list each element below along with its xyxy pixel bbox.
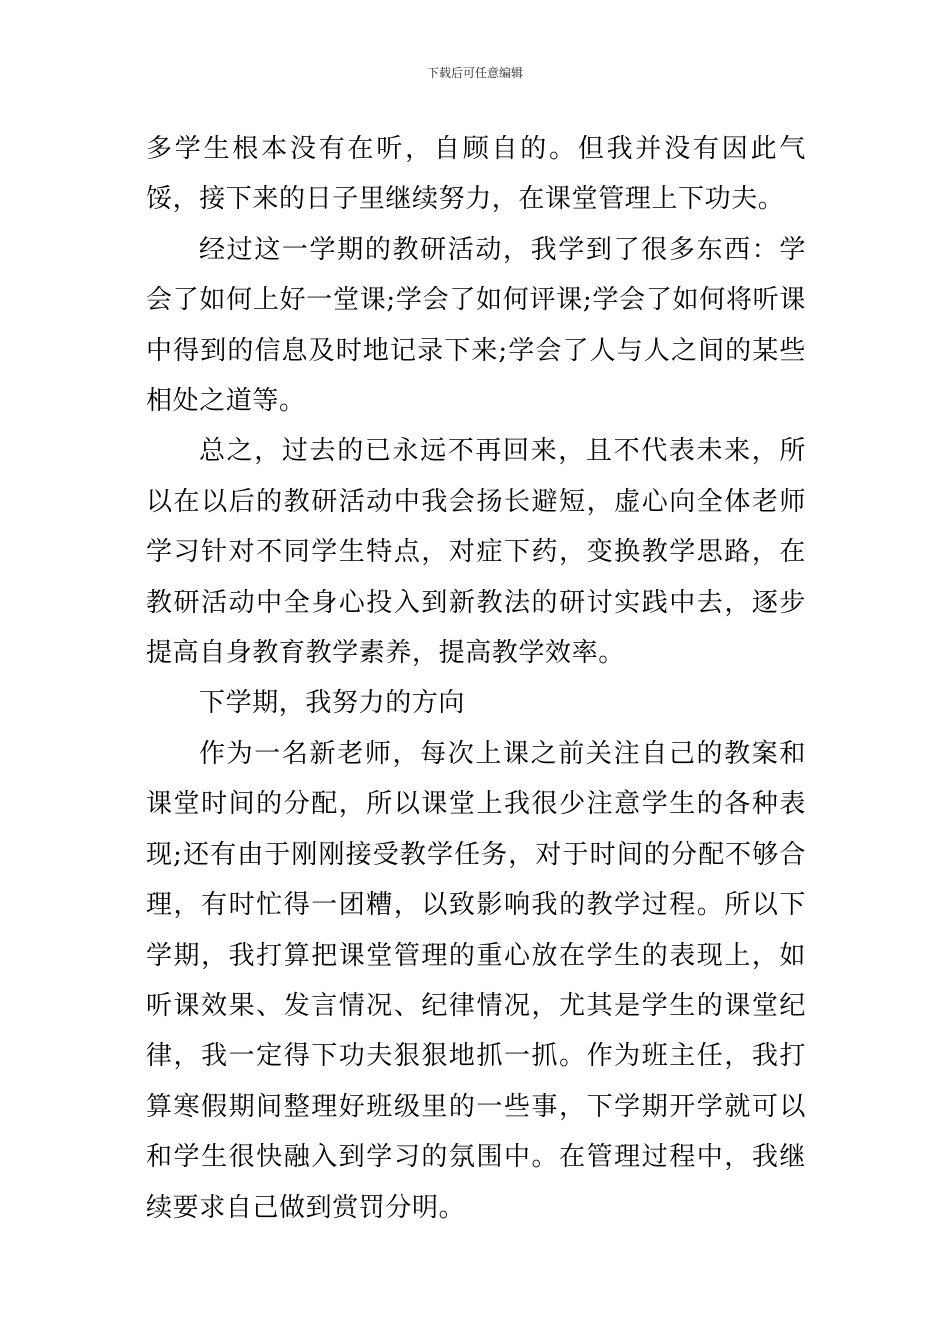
paragraph-continuation: 多学生根本没有在听，自顾自的。但我并没有因此气馁，接下来的日子里继续努力，在课堂管理上下功夫。 [146, 134, 806, 215]
section-heading-next-term: 下学期，我努力的方向 [199, 688, 466, 719]
paragraph-learning-summary: 经过这一学期的教研活动，我学到了很多东西：学会了如何上好一堂课;学会了如何评课;学会了如何将听课中得到的信息及时地记录下来;学会了人与人之间的某些相处之道等。 [146, 234, 806, 417]
header-note: 下载后可任意编辑 [426, 66, 523, 80]
paragraph-conclusion: 总之，过去的已永远不再回来，且不代表未来，所以在以后的教研活动中我会扬长避短，虚心向全体老师学习针对不同学生特点，对症下药，变换教学思路，在教研活动中全身心投入到新教法的研讨实践中去，逐步提高自身教育教学素养，提高教学效率。 [146, 436, 806, 669]
document-body [146, 124, 806, 1233]
paragraph-next-term-plan: 作为一名新老师，每次上课之前关注自己的教案和课堂时间的分配，所以课堂上我很少注意学生的各种表现;还有由于刚刚接受教学任务，对于时间的分配不够合理，有时忙得一团糟，以致影响我的教学过程。所以下学期，我打算把课堂管理的重心放在学生的表现上，如听课效果、发言情况、纪律情况，尤其是学生的课堂纪律，我一定得下功夫狠狠地抓一抓。作为班主任，我打算寒假期间整理好班级里的一些事，下学期开学就可以和学生很快融入到学习的氛围中。在管理过程中，我继续要求自己做到赏罚分明。 [146, 738, 806, 1223]
